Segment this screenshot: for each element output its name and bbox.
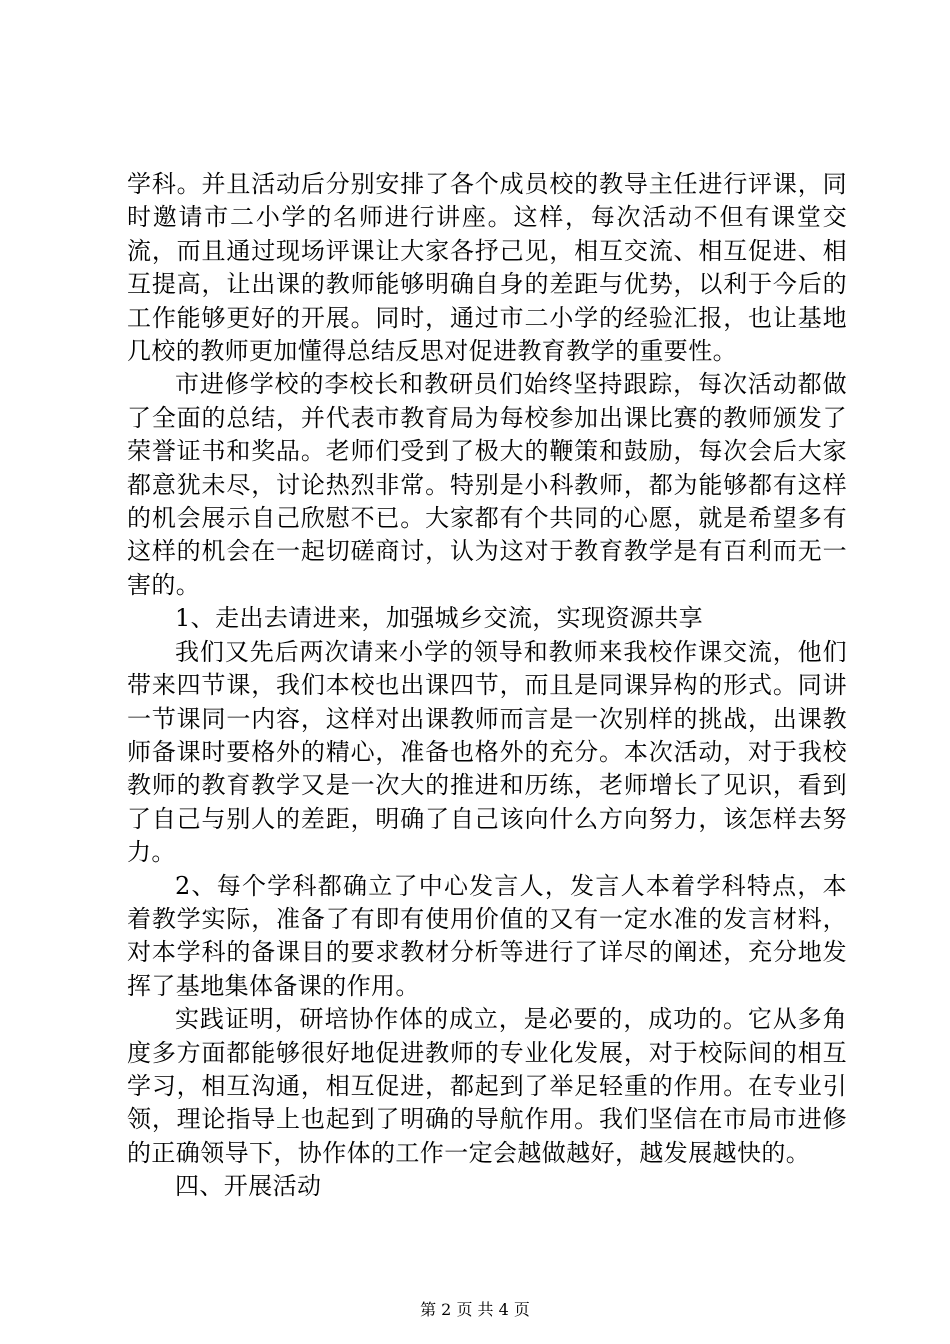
paragraph-4: 2、每个学科都确立了中心发言人，发言人本着学科特点，本着教学实际，准备了有即有使用价值的又有一定水准的发言材料，对本学科的备课目的要求教材分析等进行了详尽的阐述，充分地发挥了基地集体备课的作用。 bbox=[127, 871, 847, 1000]
document-body bbox=[127, 168, 847, 1204]
paragraph-3: 我们又先后两次请来小学的领导和教师来我校作课交流，他们带来四节课，我们本校也出课四节，而且是同课异构的形式。同讲一节课同一内容，这样对出课教师而言是一次别样的挑战，出课教师备课时要格外的精心，准备也格外的充分。本次活动，对于我校教师的教育教学又是一次大的推进和历练，老师增长了见识，看到了自己与别人的差距，明确了自己该向什么方向努力，该怎样去努力。 bbox=[127, 637, 847, 867]
paragraph-1: 学科。并且活动后分别安排了各个成员校的教导主任进行评课，同时邀请市二小学的名师进行讲座。这样，每次活动不但有课堂交流，而且通过现场评课让大家各抒己见，相互交流、相互促进、相互提高，让出课的教师能够明确自身的差距与优势，以利于今后的工作能够更好的开展。同时，通过市二小学的经验汇报，也让基地几校的教师更加懂得总结反思对促进教育教学的重要性。 bbox=[127, 170, 847, 366]
paragraph-heading-1: 1、走出去请进来，加强城乡交流，实现资源共享 bbox=[175, 604, 704, 633]
page-footer: 第 2 页 共 4 页 bbox=[420, 1300, 530, 1319]
paragraph-5: 实践证明，研培协作体的成立，是必要的，成功的。它从多角度多方面都能够很好地促进教师的专业化发展，对于校际间的相互学习，相互沟通，相互促进，都起到了举足轻重的作用。在专业引领，理论指导上也起到了明确的导航作用。我们坚信在市局市进修的正确领导下，协作体的工作一定会越做越好，越发展越快的。 bbox=[127, 1005, 847, 1167]
paragraph-2: 市进修学校的李校长和教研员们始终坚持跟踪，每次活动都做了全面的总结，并代表市教育局为每校参加出课比赛的教师颁发了荣誉证书和奖品。老师们受到了极大的鞭策和鼓励，每次会后大家都意犹未尽，讨论热烈非常。特别是小科教师，都为能够都有这样的机会展示自己欣慰不已。大家都有个共同的心愿，就是希望多有这样的机会在一起切磋商讨，认为这对于教育教学是有百利而无一害的。 bbox=[127, 370, 847, 599]
section-heading-4: 四、开展活动 bbox=[175, 1172, 322, 1201]
